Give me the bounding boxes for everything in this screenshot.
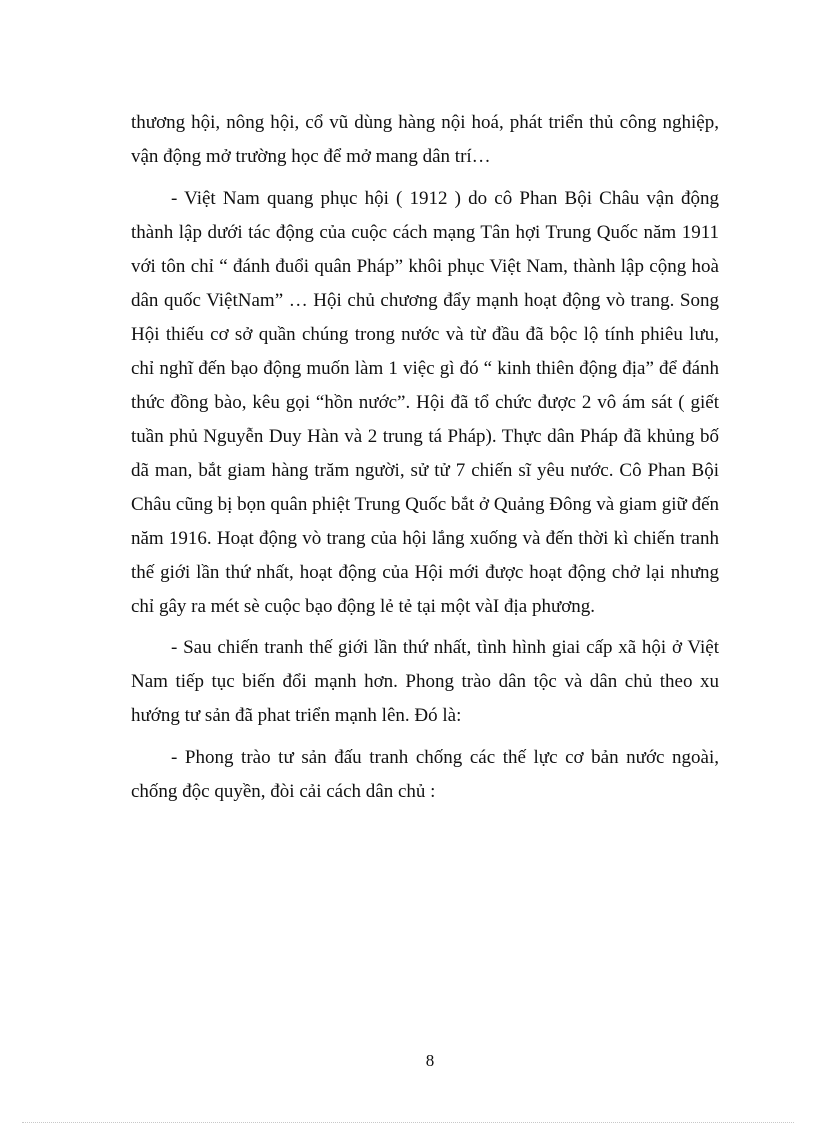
paragraph-4: - Phong trào tư sản đấu tranh chống các thế lực cơ bản nước ngoài, chống độc quyền, đòi cải cách dân chủ :	[131, 746, 719, 802]
paragraph-3: - Sau chiến tranh thế giới lần thứ nhất, tình hình giai cấp xã hội ở Việt Nam tiếp tục biến đổi mạnh hơn. Phong trào dân tộc và dân chủ theo xu hướng tư sản đã phat triển mạnh lên. Đó là:	[131, 637, 772, 726]
paragraph-2: - Việt Nam quang phục hội ( 1912 ) do cô Phan Bội Châu vận động thành lập dưới tác động của cuộc cách mạng Tân hợi Trung Quốc năm 1911 với tôn chỉ “ đánh đuổi quân Pháp” khôi phục Việt Nam, thành lập cộng hoà dân quốc ViệtNam” … Hội chủ chương đẩy mạnh hoạt động vò trang. Song Hội thiếu cơ sở quần chúng trong nước và từ đầu đã bộc lộ tính phiêu lưu, chỉ nghĩ đến bạo động muốn làm 1 việc gì đó “ kinh thiên động địa” để đánh thức đồng bào, kêu gọi “hồn nước”. Hội đã tổ chức được 2 vô ám sát ( giết tuần phủ Nguyễn Duy Hàn và 2 trung tá Pháp). Thực dân Pháp đã khủng bố dã man, bắt giam hàng trăm người, sử tử 7 chiến sĩ yêu nước. Cô Phan Bội Châu cũng bị bọn quân phiệt Trung Quốc bắt ở Quảng Đông và giam giữ đến năm 1916. Hoạt động vò trang của hội lắng xuống và đến thời kì chiến tranh thế giới lần thứ nhất, hoạt động của Hội mới được hoạt động chở lại nhưng chỉ gây ra mét sè cuộc bạo động lẻ tẻ tại một vàI địa phương.	[131, 187, 719, 617]
paragraph-1: thương hội, nông hội, cổ vũ dùng hàng nội hoá, phát triển thủ công nghiệp, vận động mở trường học để mở mang dân trí…	[131, 112, 719, 167]
document-body	[131, 106, 772, 816]
page-number: 8	[425, 1051, 435, 1070]
